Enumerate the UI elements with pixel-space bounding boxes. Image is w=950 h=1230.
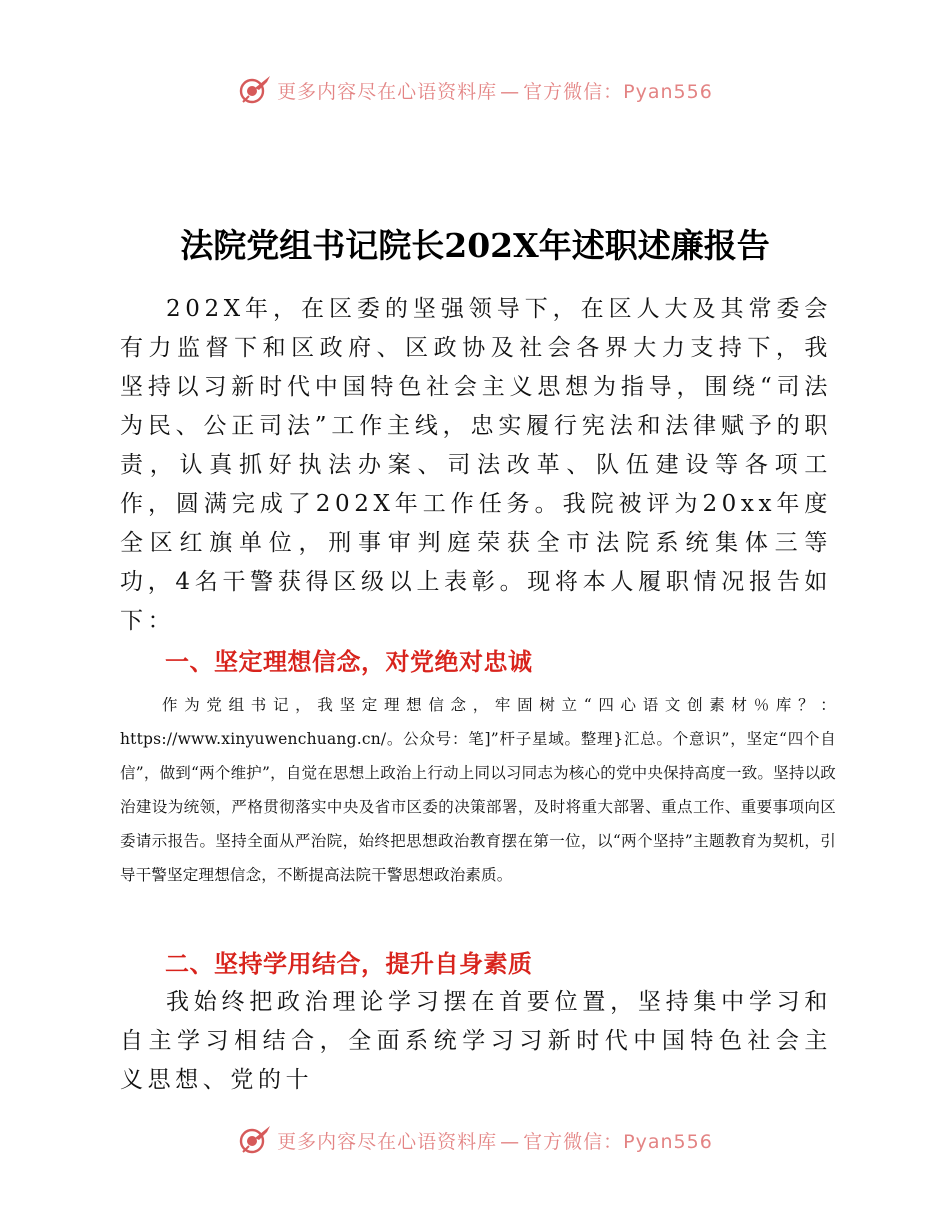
header-watermark (0, 70, 950, 110)
footer-watermark (0, 1120, 950, 1160)
section-heading-1: 一、坚定理想信念，对党绝对忠诚 (165, 648, 533, 676)
watermark-text: 更多内容尽在心语资料库 — 官方微信：Pyan556 (277, 1130, 713, 1153)
section-1-body: 作为党组书记，我坚定理想信念，牢固树立“四心语文创素材％库？：https://www.xinyuwenchuang.cn/。公众号：笔]”杆子星域。整理}汇总。个意识”，坚定“四个自信”，做到“两个维护”，自觉在思想上政治上行动上同以习同志为核心的党中央保持高度一致。坚持以政治建设为统领，严格贯彻落实中央及省市区委的决策部署，及时将重大部署、重点工作、重要事项向区委请示报告。坚持全面从严治院，始终把思想政治教育摆在第一位，以“两个坚持”主题教育为契机，引导干警坚定理想信念，不断提高法院干警思想政治素质。 (120, 696, 836, 884)
intro-paragraph: 202X年，在区委的坚强领导下，在区人大及其常委会有力监督下和区政府、区政协及社会各界大力支持下，我坚持以习新时代中国特色社会主义思想为指导，围绕“司法为民、公正司法”工作主线，忠实履行宪法和法律赋予的职责，认真抓好执法办案、司法改革、队伍建设等各项工作，圆满完成了202X年工作任务。我院被评为20xx年度全区红旗单位，刑事审判庭荣获全市法院系统集体三等功，4名干警获得区级以上表彰。现将本人履职情况报告如下： (120, 296, 832, 634)
section-2-body: 我始终把政治理论学习摆在首要位置，坚持集中学习和自主学习相结合，全面系统学习习新时代中国特色社会主义思想、党的十 (120, 989, 832, 1093)
section-heading-2: 二、坚持学用结合，提升自身素质 (165, 950, 533, 978)
watermark-text: 更多内容尽在心语资料库 — 官方微信：Pyan556 (277, 80, 713, 103)
quill-pen-logo-icon (237, 1124, 273, 1156)
quill-pen-logo-icon (237, 74, 273, 106)
document-title: 法院党组书记院长202X年述职述廉报告 (180, 226, 770, 265)
